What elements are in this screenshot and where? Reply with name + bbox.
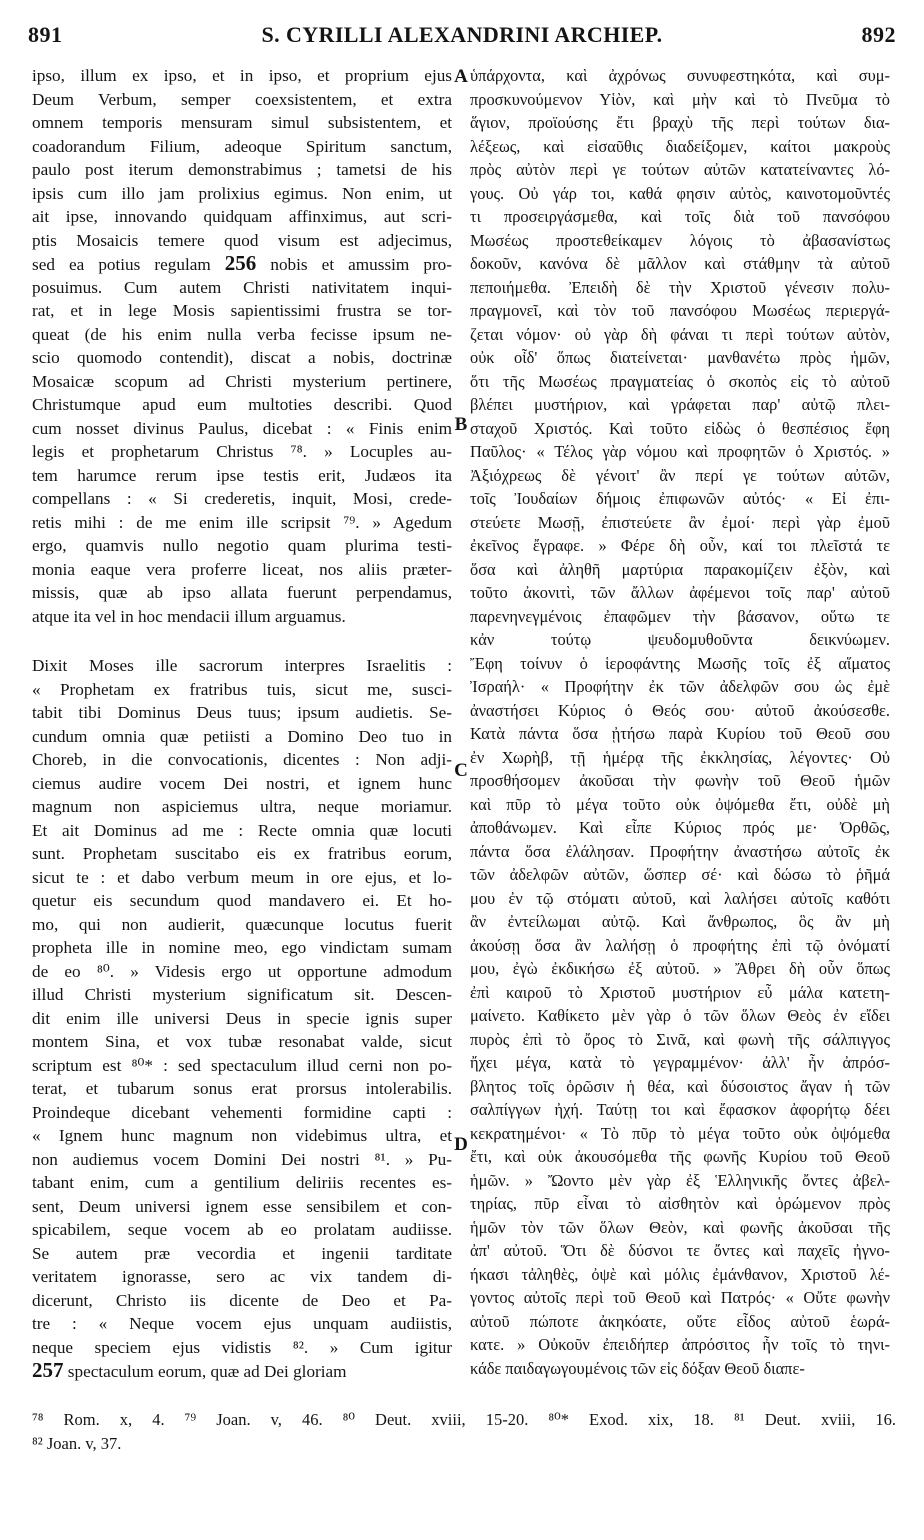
- latin-line: magnum non aspiciemus ultra, neque moriamur.: [32, 797, 452, 816]
- latin-line: Choreb, in die convocationis, dicentes : Non adji-: [32, 750, 452, 769]
- latin-line: neque speciem ejus vidistis ⁸². » Cum igitur: [32, 1337, 452, 1357]
- latin-line: quetur eis secundum quod mandavero ei. Et ho-: [32, 891, 452, 910]
- latin-line: ptis Mosaicis temere quod visum est adjecimus,: [32, 230, 452, 250]
- greek-line: πεποιήμεθα. Ἐπειδὴ δὲ τὴν Χριστοῦ γένεσιν πολυ-: [470, 277, 890, 297]
- greek-line: ἀποθάνωμεν. Καὶ εἶπε Κύριος πρός με· Ὀρθῶς,: [470, 818, 890, 837]
- greek-line: οὐκ οἶδ' ὅπως διατείνεται· μανθανέτω πρὸς ἡμῶν,: [470, 348, 890, 367]
- latin-line: compellans : « Si crederetis, inquit, Mosi, crede-: [32, 489, 452, 508]
- latin-line: ergo, quamvis nullo negotio quam plurima testi-: [32, 536, 452, 555]
- latin-line: ait ipse, innovando quidquam affinximus, aut scri-: [32, 207, 452, 226]
- latin-line: cum nosset divinus Paulus, dicebat : « Finis enim: [32, 418, 452, 438]
- inline-page-number: 257: [32, 1359, 64, 1382]
- greek-line: σαλπίγγων ἠχή. Ταύτῃ τοι καὶ ἔφασκον ἀφορήτῳ δέει: [470, 1100, 890, 1119]
- latin-line: terat, et tubarum sonus erat prorsus intolerabilis.: [32, 1079, 452, 1098]
- latin-line: missis, quæ ab ipso allata fuerunt perpendamus,: [32, 583, 452, 602]
- page-number-right: 892: [861, 22, 896, 47]
- greek-line: ἂν ἐντείλωμαι αὐτῷ. Καὶ ἄνθρωπος, ὃς ἂν μὴ: [470, 912, 890, 931]
- greek-line: τοῦτο ἀκονιτὶ, τῶν ἄλλων ἀφέμενοι τοῖς παρ' αὐτοῦ: [470, 583, 890, 602]
- greek-line: ἐν Χωρὴβ, τῇ ἡμέρᾳ τῆς ἐκκλησίας, λέγοντες· Οὐ: [470, 747, 890, 767]
- greek-line: κἀν τούτῳ ψευδομυθοῦντα δεικνύωμεν.: [470, 630, 890, 649]
- latin-line: propheta ille in nomine meo, ego vindictam sumam: [32, 938, 452, 957]
- greek-line: τηρίας, πῦρ εἶναι τὸ αἰσθητὸν καὶ ὁρώμενον πρὸς: [470, 1194, 890, 1213]
- greek-line: Παῦλος· « Τέλος γὰρ νόμου καὶ προφητῶν ὁ Χριστός. »: [470, 442, 890, 461]
- greek-line: ἔτι, καὶ οὐκ ἀκουσόμεθα τῆς φωνῆς Κυρίου τοῦ Θεοῦ: [470, 1147, 890, 1166]
- latin-line: dicerunt, Christo iis dicente de Deo et Pa-: [32, 1290, 452, 1310]
- greek-line: καὶ πῦρ τὸ μέγα τοῦτο οὐκ ὀψόμεθα ἔτι, οὐδὲ μὴ: [470, 794, 890, 814]
- greek-line: ὅτι τῆς Μωσέως πραγματείας ὁ σκοπὸς εἰς τὸ αὐτοῦ: [470, 371, 890, 391]
- greek-line: κεκρατημένοι· « Τὸ πῦρ τὸ μέγα τοῦτο οὐκ ὀψόμεθα: [470, 1123, 890, 1143]
- greek-line: τι προσειργάσμεθα, καὶ τοῖς διὰ τοῦ πανσόφου: [470, 207, 890, 226]
- latin-line: scriptum est ⁸⁰* : sed spectaculum illud cerni non po-: [32, 1055, 452, 1075]
- page-title: S. CYRILLI ALEXANDRINI ARCHIEP.: [261, 22, 663, 47]
- greek-line: αὐτοῦ πώποτε ἀκηκόατε, οὔτε εἶδος αὐτοῦ ἑωρά-: [470, 1311, 890, 1331]
- latin-column: [32, 64, 452, 1383]
- latin-line: 257 spectaculum eorum, quæ ad Dei gloriam: [32, 1359, 347, 1382]
- running-header: [28, 22, 896, 54]
- latin-line: « Ignem hunc magnum non videbimus ultra, et: [32, 1126, 452, 1145]
- latin-line: ipsis cum illo jam prolixius egimus. Non enim, ut: [32, 183, 452, 203]
- latin-line: non audiemus vocem Domini Dei nostri ⁸¹. » Pu-: [32, 1149, 452, 1169]
- latin-line: tabant enim, cum a gentilium deliriis recentes es-: [32, 1173, 452, 1192]
- greek-line: Μωσέως προστεθείκαμεν λόγοις τὸ ἀβασανίστως: [470, 230, 890, 250]
- inline-page-number: 256: [224, 252, 257, 275]
- greek-line: ἐπὶ καιροῦ τὸ Χριστοῦ μυστήριον εὖ μάλα κατετη-: [470, 982, 890, 1002]
- greek-line: ἡμῶν. » Ὤοντο μὲν γὰρ ἐξ Ἑλληνικῆς ὄντες ἀβελ-: [470, 1170, 890, 1190]
- greek-line: πραγμονεῖ, καὶ τὸν τοῦ πανσόφου Μωσέως περιεργά-: [470, 301, 890, 320]
- greek-line: πρὸς αὐτὸν περὶ γε τούτων αὐτῶν κατατείναντες λό-: [470, 160, 890, 179]
- greek-line: ὅσα καὶ ἀληθῆ μαρτύρια παρακομίζειν ἐξὸν, καὶ: [470, 559, 890, 579]
- latin-line: legis et prophetarum Christus ⁷⁸. » Locuples au-: [32, 442, 452, 461]
- latin-line: Dixit Moses ille sacrorum interpres Israelitis :: [32, 656, 452, 675]
- latin-line: tem harumce rerum ipse testis erit, Judæos ita: [32, 465, 452, 485]
- latin-line: queat (de his enim nulla verba fecisse ipsum ne-: [32, 324, 452, 344]
- latin-line: « Prophetam ex fratribus tuis, sicut me, susci-: [32, 679, 452, 699]
- greek-line: ἀναστήσει Κύριος ὁ Θεός σου· αὐτοῦ ἀκούσεσθε.: [470, 700, 890, 720]
- latin-line: cundum omnia quæ petiisti a Domino Deo tuo in: [32, 726, 452, 746]
- greek-line: τοῖς Ἰουδαίων δήμοις ἐπιφωνῶν αὐτός· « Εἰ ἐπι-: [470, 489, 890, 508]
- margin-marker-a: A: [454, 66, 468, 87]
- greek-line: ἡμῶν τὸν τῶν ὅλων Θεὸν, καὶ φωνῆς ἀκοῦσαι τῆς: [470, 1217, 890, 1237]
- greek-line: ἀπ' αὐτοῦ. Ὅτι δὲ δύσνοι τε ὄντες καὶ παχεῖς ἠγνο-: [470, 1241, 890, 1260]
- greek-line: δοκοῦν, κανόνα δὲ μᾶλλον καὶ στάθμην τὰ αὐτοῦ: [470, 254, 890, 273]
- greek-line: προσθήσομεν ἀκοῦσαι τὴν φωνὴν τοῦ Θεοῦ ἡμῶν: [470, 771, 890, 790]
- page-number-left: 891: [28, 22, 63, 47]
- latin-line: Proindeque dicebant vehementi formidine capti :: [32, 1102, 452, 1122]
- latin-line: dit enim ille universi Deus in specie ignis super: [32, 1008, 452, 1028]
- greek-line: ήκασι τἀληθὲς, ὀψὲ καὶ μόλις ἐμάνθανον, Χριστοῦ λέ-: [470, 1264, 890, 1284]
- latin-line: tre : « Neque vocem ejus unquam audiistis,: [32, 1314, 452, 1333]
- greek-line: τῶν ἀδελφῶν αὐτῶν, ὥσπερ σέ· καὶ δώσω τὸ ῥῆμά: [470, 865, 890, 884]
- latin-line: paulo post iterum demonstrabimus ; tametsi de his: [32, 160, 452, 179]
- latin-line: retis mihi : de me enim ille scripsit ⁷⁹. » Agedum: [32, 512, 452, 532]
- greek-line: ἐκεῖνος ἔγραφε. » Φέρε δὴ οὖν, καί τοι πλεῖστά τε: [470, 536, 890, 555]
- greek-line: προσκυνούμενον Υἱὸν, καὶ μὴν καὶ τὸ Πνεῦμα τὸ: [470, 89, 890, 109]
- greek-line: σταχοῦ Χριστός. Καὶ τοῦτο εἰδὼς ὁ θεσπέσιος ἔφη: [470, 418, 890, 438]
- latin-line: Mosaicæ scopum ad Christi mysterium pertinere,: [32, 371, 452, 391]
- latin-line: [32, 628, 452, 654]
- margin-marker-d: D: [454, 1134, 468, 1155]
- greek-line: πάντα ὅσα ἐλάλησαν. Προφήτην ἀναστήσω αὐτοῖς ἐκ: [470, 841, 890, 861]
- latin-line: monia eaque vera proferre liceat, nos aliis præter-: [32, 559, 452, 579]
- latin-line: ipso, illum ex ipso, et in ipso, et proprium ejus: [32, 66, 452, 85]
- greek-line: κατε. » Οὐκοῦν ἐπειδήπερ ἀπρόσιτος ἦν τοῖς τὸ τηνι-: [470, 1335, 890, 1354]
- greek-line: πυρὸς ἐπὶ τὸ ὄρος τὸ Σινᾶ, καὶ φωνὴ τῆς σάλπιγγος: [470, 1029, 890, 1049]
- greek-line: γοντος αὐτοῖς περὶ τοῦ Θεοῦ καὶ Πατρός· « Οὔτε φωνὴν: [470, 1288, 890, 1307]
- greek-line: στεύετε Μωσῇ, ἐπιστεύετε ἂν ἐμοί· περὶ γὰρ ἐμοῦ: [470, 512, 890, 532]
- greek-line: γους. Οὐ γάρ τοι, καθά φησιν αὐτὸς, καινοτομοῦντές: [470, 183, 890, 203]
- latin-line: Christumque apud eum multoties describi. Quod: [32, 395, 452, 414]
- latin-line: rat, et in lege Mosis sapientissimi frustra se tor-: [32, 301, 452, 320]
- margin-marker-c: C: [454, 760, 468, 781]
- greek-line: ἤχει μέγα, κατὰ τὸ γεγραμμένον· ἀλλ' ἦν ἀπρόσ-: [470, 1053, 890, 1072]
- greek-line: βλητος τοῖς ὁρῶσιν ἡ θέα, καὶ δύσοιστος ἄγαν ἡ τῶν: [470, 1076, 890, 1096]
- latin-line: mo, qui non audierit, quæcunque locutus fuerit: [32, 914, 452, 934]
- greek-line: μου, ἐγὼ ἐκδικήσω ἐξ αὐτοῦ. » Ἄθρει δὴ οὖν ὅπως: [470, 959, 890, 978]
- greek-line: Ἀξιόχρεως δὲ γένοιτ' ἂν περί γε τούτων αὐτῶν,: [470, 465, 890, 485]
- greek-line: Κατὰ πάντα ὅσα ᾐτήσω παρὰ Κυρίου τοῦ Θεοῦ σου: [470, 724, 890, 743]
- footnote-line: ⁷⁸ Rom. x, 4. ⁷⁹ Joan. v, 46. ⁸⁰ Deut. xviii, 15-20. ⁸⁰* Exod. xix, 18. ⁸¹ Deut. xviii, 16.: [32, 1410, 896, 1429]
- greek-line: μου ἐν τῷ στόματι αὐτοῦ, καὶ λαλήσει αὐτοῖς καθότι: [470, 888, 890, 908]
- latin-line: illud Christi mysterium significatum sit. Descen-: [32, 985, 452, 1004]
- greek-line: μαίνετο. Καθίκετο μὲν γὰρ ὁ τῶν ὅλων Θεὸς ἐν εἴδει: [470, 1006, 890, 1025]
- footnotes: [32, 1408, 896, 1456]
- greek-line: ὑπάρχοντα, καὶ ἀχρόνως συνυφεστηκότα, καὶ συμ-: [470, 66, 890, 85]
- greek-line: λέξεως, καὶ εἰσαῦθις διαδείξομεν, καίτοι μακροὺς: [470, 136, 890, 156]
- latin-line: Deum Verbum, semper coexsistentem, et extra: [32, 89, 452, 109]
- latin-line: ciemus audire vocem Dei nostri, et ignem hunc: [32, 773, 452, 793]
- latin-line: atque ita vel in hoc mendacii illum arguamus.: [32, 606, 346, 626]
- latin-line: Et ait Dominus ad me : Recte omnia quæ locuti: [32, 820, 452, 840]
- greek-line: ἀκούσῃ ὅσα ἂν λαλήσῃ ὁ προφήτης ἐπὶ τῷ ὀνόματί: [470, 935, 890, 955]
- latin-line: coadorandum Filium, adeoque Spiritum sanctum,: [32, 136, 452, 156]
- latin-line: sunt. Prophetam suscitabo eis ex fratribus eorum,: [32, 844, 452, 863]
- latin-line: scio quomodo contendit), discat a nobis, doctrinæ: [32, 348, 452, 367]
- latin-line: omnem temporis mensuram simul subsistentem, et: [32, 113, 452, 132]
- greek-line: ἅγιον, προϊούσης ἔτι βραχὺ τῆς περὶ τούτων δια-: [470, 113, 890, 132]
- greek-line: Ἰσραήλ· « Προφήτην ἐκ τῶν ἀδελφῶν σου ὡς ἐμὲ: [470, 677, 890, 696]
- latin-line: Se autem præ vecordia et ingenii tarditate: [32, 1243, 452, 1263]
- margin-marker-b: B: [454, 414, 468, 435]
- latin-line: sed ea potius regulam 256 nobis et amussim pro-: [32, 252, 452, 275]
- greek-line: βλέπει μυστήριον, καὶ γράφεται παρ' αὐτῷ πλει-: [470, 395, 890, 414]
- greek-line: Ἔφη τοίνυν ὁ ἱεροφάντης Μωσῆς τοῖς ἐξ αἵματος: [470, 653, 890, 673]
- latin-line: veritatem ignorasse, sero ac vix tandem di-: [32, 1267, 452, 1286]
- latin-line: sicut te : et dabo verbum meum in ore ejus, et lo-: [32, 867, 452, 887]
- latin-line: de eo ⁸⁰. » Videsis ergo ut opportune admodum: [32, 961, 452, 981]
- latin-line: posuimus. Cum autem Christi nativitatem inqui-: [32, 277, 452, 297]
- latin-line: sent, Deum universi ignem esse sensibilem et con-: [32, 1196, 452, 1216]
- footnote-line: ⁸² Joan. v, 37.: [32, 1434, 122, 1453]
- greek-line: παρενηνεγμένοις ἐπαφῶμεν τὴν βάσανον, οὕτω τε: [470, 606, 890, 626]
- greek-line: ζεται νόμον· οὐ γὰρ δὴ φάναι τι περὶ τούτων αὐτὸν,: [470, 324, 890, 344]
- greek-line: κάδε παιδαγωγουμένοις τῶν εἰς δόξαν Θεοῦ διαπε-: [470, 1358, 805, 1378]
- latin-line: tabit tibi Dominus Deus tuus; ipsum audietis. Se-: [32, 703, 452, 722]
- latin-line: montem Sina, et vox tubæ resonabat valde, sicut: [32, 1032, 452, 1051]
- greek-column: [470, 64, 890, 1380]
- latin-line: spicabilem, seque vocem ab eo prolatam audiisse.: [32, 1220, 452, 1239]
